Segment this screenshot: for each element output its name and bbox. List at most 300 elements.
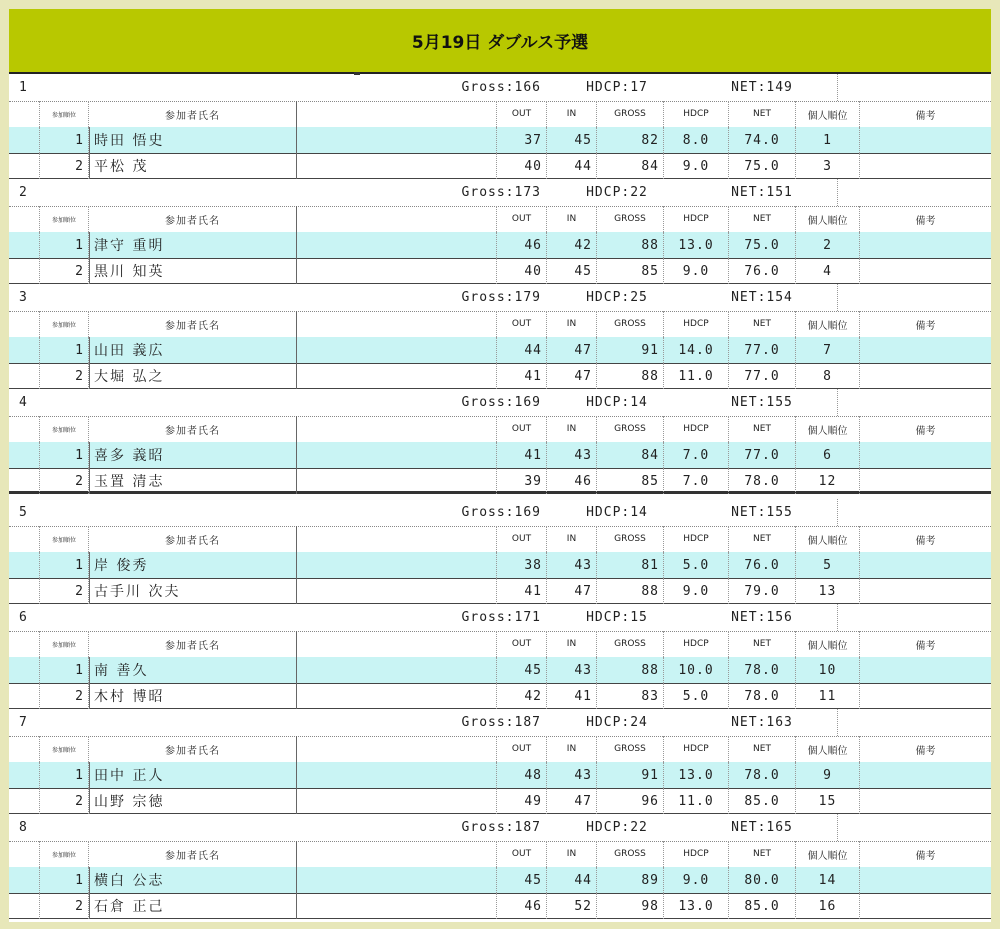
player-hdcp: 9.0 (664, 153, 729, 179)
row-blank-wide (297, 337, 497, 363)
row-blank-wide (297, 153, 497, 179)
player-rank: 4 (796, 258, 860, 284)
player-order: 2 (40, 788, 89, 814)
player-note (860, 468, 991, 494)
player-net: 76.0 (729, 258, 796, 284)
header-blank-wide (297, 841, 497, 867)
header-rank: 個人順位 (796, 841, 860, 867)
player-note (860, 363, 991, 389)
header-out: OUT (497, 206, 547, 232)
player-gross: 85 (597, 468, 664, 494)
row-blank (9, 552, 40, 578)
player-gross: 83 (597, 683, 664, 709)
team-summary-blank (837, 389, 991, 416)
player-net: 85.0 (729, 893, 796, 919)
header-in: IN (547, 101, 597, 127)
header-net: NET (729, 736, 796, 762)
header-rank: 個人順位 (796, 101, 860, 127)
row-blank (9, 683, 40, 709)
row-blank (9, 468, 40, 494)
team-number: 7 (19, 715, 28, 730)
team-summary-row (9, 389, 991, 417)
header-note: 備考 (915, 320, 936, 332)
player-gross: 91 (597, 762, 664, 788)
team-net: NET:156 (731, 610, 793, 625)
header-out: OUT (497, 311, 547, 337)
player-net: 75.0 (729, 153, 796, 179)
player-note (860, 578, 991, 604)
header-rank: 個人順位 (796, 416, 860, 442)
team-number: 2 (19, 185, 28, 200)
row-blank-wide (297, 867, 497, 893)
player-order: 2 (40, 578, 89, 604)
player-net: 78.0 (729, 657, 796, 683)
team-summary-blank (837, 709, 991, 736)
player-hdcp: 5.0 (664, 552, 729, 578)
header-blank (9, 736, 40, 762)
player-gross: 82 (597, 127, 664, 153)
player-row (9, 127, 991, 154)
team-hdcp: HDCP:14 (586, 505, 648, 520)
team-gross: Gross:169 (461, 395, 541, 410)
player-in: 47 (547, 337, 597, 363)
header-in: IN (547, 206, 597, 232)
column-header-row (9, 101, 991, 128)
header-rank: 個人順位 (796, 311, 860, 337)
row-blank (9, 153, 40, 179)
player-row (9, 578, 991, 604)
player-out: 46 (497, 893, 547, 919)
player-rank: 15 (796, 788, 860, 814)
header-in: IN (547, 526, 597, 552)
column-header-row (9, 206, 991, 233)
column-header-row (9, 631, 991, 658)
player-out: 41 (497, 363, 547, 389)
team-summary-blank (837, 604, 991, 631)
player-row (9, 867, 991, 894)
player-order: 1 (40, 127, 89, 153)
header-hdcp: HDCP (664, 416, 729, 442)
player-name: 玉置 清志 (89, 468, 297, 494)
row-blank-wide (297, 578, 497, 604)
header-name: 参加者氏名 (89, 311, 297, 337)
header-name: 参加者氏名 (89, 841, 297, 867)
player-rank: 12 (796, 468, 860, 494)
team-net: NET:155 (731, 395, 793, 410)
player-hdcp: 5.0 (664, 683, 729, 709)
column-header-row (9, 526, 991, 553)
header-note: 備考 (915, 215, 936, 227)
player-rank: 1 (796, 127, 860, 153)
player-name: 津守 重明 (89, 232, 297, 258)
team-group (9, 389, 991, 494)
header-gross: GROSS (597, 206, 664, 232)
results-sheet (9, 9, 991, 922)
header-order: 参加順位 (40, 101, 89, 127)
header-blank (9, 416, 40, 442)
row-blank-wide (297, 363, 497, 389)
header-name: 参加者氏名 (89, 416, 297, 442)
team-number: 1 (19, 80, 28, 95)
player-note (860, 337, 991, 363)
player-out: 49 (497, 788, 547, 814)
row-blank (9, 363, 40, 389)
player-in: 43 (547, 442, 597, 468)
row-blank (9, 127, 40, 153)
player-row (9, 657, 991, 684)
player-order: 1 (40, 442, 89, 468)
header-order: 参加順位 (40, 841, 89, 867)
header-name: 参加者氏名 (89, 631, 297, 657)
player-rank: 2 (796, 232, 860, 258)
team-gross: Gross:187 (461, 820, 541, 835)
header-gross: GROSS (597, 736, 664, 762)
team-group (9, 179, 991, 284)
player-rank: 16 (796, 893, 860, 919)
player-rank: 11 (796, 683, 860, 709)
player-out: 41 (497, 578, 547, 604)
player-net: 74.0 (729, 127, 796, 153)
team-number: 5 (19, 505, 28, 520)
player-in: 43 (547, 657, 597, 683)
player-out: 37 (497, 127, 547, 153)
player-gross: 89 (597, 867, 664, 893)
player-row (9, 468, 991, 494)
team-number: 4 (19, 395, 28, 410)
player-row (9, 337, 991, 364)
header-out: OUT (497, 631, 547, 657)
team-number: 3 (19, 290, 28, 305)
row-blank (9, 337, 40, 363)
player-net: 78.0 (729, 683, 796, 709)
player-gross: 88 (597, 363, 664, 389)
player-in: 52 (547, 893, 597, 919)
team-hdcp: HDCP:22 (586, 820, 648, 835)
team-number: 8 (19, 820, 28, 835)
header-rank: 個人順位 (796, 631, 860, 657)
header-blank-wide (297, 311, 497, 337)
header-gross: GROSS (597, 841, 664, 867)
player-order: 2 (40, 468, 89, 494)
header-hdcp: HDCP (664, 311, 729, 337)
player-in: 43 (547, 762, 597, 788)
row-blank (9, 578, 40, 604)
player-name: 山野 宗徳 (89, 788, 297, 814)
team-number: 6 (19, 610, 28, 625)
header-hdcp: HDCP (664, 631, 729, 657)
header-blank (9, 101, 40, 127)
player-gross: 88 (597, 232, 664, 258)
team-group (9, 499, 991, 604)
header-in: IN (547, 631, 597, 657)
header-order: 参加順位 (40, 736, 89, 762)
team-gross: Gross:187 (461, 715, 541, 730)
player-order: 1 (40, 232, 89, 258)
player-note (860, 893, 991, 919)
player-name: 南 善久 (89, 657, 297, 683)
player-rank: 7 (796, 337, 860, 363)
header-name: 参加者氏名 (89, 526, 297, 552)
player-note (860, 153, 991, 179)
player-in: 45 (547, 127, 597, 153)
player-net: 78.0 (729, 762, 796, 788)
player-row (9, 788, 991, 814)
player-net: 75.0 (729, 232, 796, 258)
player-rank: 10 (796, 657, 860, 683)
header-net: NET (729, 416, 796, 442)
player-order: 1 (40, 762, 89, 788)
player-hdcp: 10.0 (664, 657, 729, 683)
player-name: 横白 公志 (89, 867, 297, 893)
team-net: NET:151 (731, 185, 793, 200)
player-hdcp: 7.0 (664, 442, 729, 468)
header-gross: GROSS (597, 311, 664, 337)
team-net: NET:149 (731, 80, 793, 95)
team-hdcp: HDCP:24 (586, 715, 648, 730)
player-order: 1 (40, 552, 89, 578)
team-summary-blank (837, 499, 991, 526)
row-blank-wide (297, 468, 497, 494)
player-note (860, 657, 991, 683)
player-gross: 84 (597, 442, 664, 468)
player-order: 2 (40, 363, 89, 389)
player-name: 大堀 弘之 (89, 363, 297, 389)
header-name: 参加者氏名 (89, 736, 297, 762)
row-blank-wide (297, 683, 497, 709)
player-note (860, 788, 991, 814)
player-hdcp: 13.0 (664, 232, 729, 258)
header-in: IN (547, 736, 597, 762)
player-rank: 3 (796, 153, 860, 179)
player-note (860, 232, 991, 258)
row-blank (9, 762, 40, 788)
player-order: 2 (40, 683, 89, 709)
player-hdcp: 9.0 (664, 258, 729, 284)
player-row (9, 232, 991, 259)
player-note (860, 762, 991, 788)
row-blank (9, 893, 40, 919)
team-gross: Gross:169 (461, 505, 541, 520)
row-blank (9, 788, 40, 814)
header-blank-wide (297, 101, 497, 127)
header-net: NET (729, 841, 796, 867)
player-in: 41 (547, 683, 597, 709)
column-header-row (9, 736, 991, 763)
header-rank: 個人順位 (796, 736, 860, 762)
team-summary-blank (837, 284, 991, 311)
header-name: 参加者氏名 (89, 206, 297, 232)
player-net: 78.0 (729, 468, 796, 494)
player-gross: 85 (597, 258, 664, 284)
player-note (860, 258, 991, 284)
player-net: 77.0 (729, 442, 796, 468)
row-blank-wide (297, 788, 497, 814)
player-row (9, 442, 991, 469)
title-bar (9, 9, 991, 74)
header-gross: GROSS (597, 101, 664, 127)
player-name: 田中 正人 (89, 762, 297, 788)
team-summary-blank (837, 74, 991, 101)
row-blank (9, 232, 40, 258)
team-group (9, 814, 991, 919)
player-order: 2 (40, 153, 89, 179)
player-note (860, 867, 991, 893)
header-in: IN (547, 841, 597, 867)
team-hdcp: HDCP:14 (586, 395, 648, 410)
player-rank: 14 (796, 867, 860, 893)
player-out: 41 (497, 442, 547, 468)
player-out: 46 (497, 232, 547, 258)
team-summary-row (9, 499, 991, 527)
player-hdcp: 13.0 (664, 893, 729, 919)
team-net: NET:163 (731, 715, 793, 730)
player-name: 石倉 正己 (89, 893, 297, 919)
player-name: 岸 俊秀 (89, 552, 297, 578)
header-blank-wide (297, 526, 497, 552)
header-net: NET (729, 631, 796, 657)
team-net: NET:154 (731, 290, 793, 305)
player-order: 1 (40, 337, 89, 363)
player-gross: 91 (597, 337, 664, 363)
team-summary-row (9, 814, 991, 842)
header-note: 備考 (915, 850, 936, 862)
team-group (9, 709, 991, 814)
team-gross: Gross:166 (461, 80, 541, 95)
player-note (860, 442, 991, 468)
header-blank (9, 526, 40, 552)
player-rank: 6 (796, 442, 860, 468)
player-gross: 88 (597, 578, 664, 604)
row-blank-wide (297, 762, 497, 788)
header-note: 備考 (915, 425, 936, 437)
header-hdcp: HDCP (664, 101, 729, 127)
player-gross: 88 (597, 657, 664, 683)
header-rank: 個人順位 (796, 526, 860, 552)
header-net: NET (729, 526, 796, 552)
player-gross: 96 (597, 788, 664, 814)
player-rank: 5 (796, 552, 860, 578)
row-blank-wide (297, 442, 497, 468)
row-blank (9, 442, 40, 468)
player-row (9, 552, 991, 579)
player-gross: 84 (597, 153, 664, 179)
player-note (860, 683, 991, 709)
team-hdcp: HDCP:15 (586, 610, 648, 625)
row-blank (9, 867, 40, 893)
player-hdcp: 9.0 (664, 867, 729, 893)
player-out: 45 (497, 867, 547, 893)
player-hdcp: 9.0 (664, 578, 729, 604)
header-hdcp: HDCP (664, 736, 729, 762)
team-net: NET:155 (731, 505, 793, 520)
header-out: OUT (497, 841, 547, 867)
player-gross: 81 (597, 552, 664, 578)
player-net: 85.0 (729, 788, 796, 814)
column-header-row (9, 416, 991, 443)
header-in: IN (547, 416, 597, 442)
header-order: 参加順位 (40, 416, 89, 442)
header-order: 参加順位 (40, 311, 89, 337)
team-summary-row (9, 74, 991, 102)
player-net: 77.0 (729, 337, 796, 363)
team-group (9, 284, 991, 389)
player-net: 76.0 (729, 552, 796, 578)
player-row (9, 153, 991, 179)
row-blank-wide (297, 127, 497, 153)
player-in: 42 (547, 232, 597, 258)
player-note (860, 552, 991, 578)
player-row (9, 762, 991, 789)
team-gross: Gross:171 (461, 610, 541, 625)
header-in: IN (547, 311, 597, 337)
header-note: 備考 (915, 110, 936, 122)
row-blank (9, 258, 40, 284)
player-row (9, 683, 991, 709)
team-summary-blank (837, 179, 991, 206)
header-blank-wide (297, 736, 497, 762)
header-hdcp: HDCP (664, 841, 729, 867)
player-order: 2 (40, 258, 89, 284)
player-net: 80.0 (729, 867, 796, 893)
header-out: OUT (497, 526, 547, 552)
team-gross: Gross:179 (461, 290, 541, 305)
player-hdcp: 8.0 (664, 127, 729, 153)
player-name: 古手川 次夫 (89, 578, 297, 604)
player-order: 1 (40, 867, 89, 893)
team-group (9, 74, 991, 179)
header-blank-wide (297, 416, 497, 442)
player-order: 2 (40, 893, 89, 919)
player-out: 38 (497, 552, 547, 578)
player-out: 40 (497, 258, 547, 284)
team-summary-row (9, 179, 991, 207)
row-blank-wide (297, 232, 497, 258)
player-in: 44 (547, 867, 597, 893)
team-summary-blank (837, 814, 991, 841)
team-summary-row (9, 604, 991, 632)
header-out: OUT (497, 736, 547, 762)
team-net: NET:165 (731, 820, 793, 835)
player-hdcp: 14.0 (664, 337, 729, 363)
header-out: OUT (497, 416, 547, 442)
player-rank: 8 (796, 363, 860, 389)
team-group (9, 604, 991, 709)
player-out: 40 (497, 153, 547, 179)
player-name: 木村 博昭 (89, 683, 297, 709)
player-hdcp: 13.0 (664, 762, 729, 788)
player-row (9, 258, 991, 284)
header-gross: GROSS (597, 631, 664, 657)
player-out: 39 (497, 468, 547, 494)
row-blank-wide (297, 552, 497, 578)
header-blank-wide (297, 206, 497, 232)
header-blank (9, 631, 40, 657)
player-out: 44 (497, 337, 547, 363)
player-hdcp: 11.0 (664, 788, 729, 814)
team-hdcp: HDCP:17 (586, 80, 648, 95)
header-blank-wide (297, 631, 497, 657)
header-name: 参加者氏名 (89, 101, 297, 127)
column-header-row (9, 311, 991, 338)
player-out: 48 (497, 762, 547, 788)
header-note: 備考 (915, 745, 936, 757)
player-in: 43 (547, 552, 597, 578)
player-name: 時田 悟史 (89, 127, 297, 153)
header-hdcp: HDCP (664, 206, 729, 232)
team-summary-row (9, 284, 991, 312)
player-rank: 13 (796, 578, 860, 604)
player-rank: 9 (796, 762, 860, 788)
